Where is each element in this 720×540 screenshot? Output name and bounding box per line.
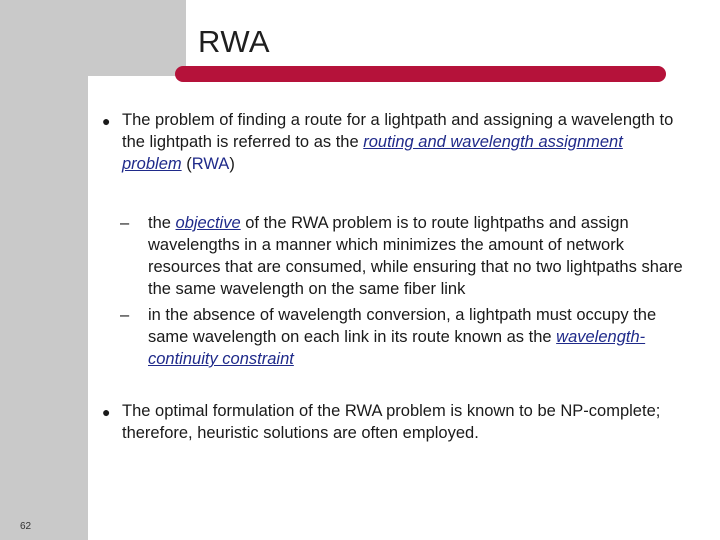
bullet-1-dot-icon: ● [102,113,111,129]
bullet-2 [102,400,682,444]
bullet-2-dot-icon: ● [102,404,111,420]
top-decor-band [88,0,186,76]
title-accent-bar [175,66,666,82]
subbullet-2 [120,304,700,370]
bullet-1-term-link[interactable]: routing and wavelength assignment problem [122,133,623,173]
subbullet-1-text-post: of the RWA problem is to route lightpaths and assign wavelengths in a manner which minimizes the amount of network resources that are consumed, while ensuring that no two lightpaths share the same wavelength on the same fiber link [148,214,683,298]
bullet-1 [102,109,682,175]
left-decor-band [0,0,88,540]
subbullet-2-term-link[interactable]: wavelength-continuity constraint [148,328,646,368]
slide-title: RWA [198,24,271,59]
subbullet-1-dash: – [120,214,130,232]
subbullet-1-term-link[interactable]: objective [175,214,241,232]
subbullet-2-dash: – [120,306,130,324]
subbullet-1 [120,212,700,300]
bullet-1-text-post: ) [229,155,235,173]
bullet-1-abbr: RWA [191,155,230,173]
subbullet-1-text-pre: the [148,214,176,232]
slide-number: 62 [20,521,32,532]
bullet-1-text-mid: ( [181,155,192,173]
bullet-1-text-pre: The problem of finding a route for a lightpath and assigning a wavelength to the lightpath is referred to as the [122,111,674,151]
bullet-2-text: The optimal formulation of the RWA problem is known to be NP-complete; therefore, heuristic solutions are often employed. [122,402,661,442]
subbullet-2-text-pre: in the absence of wavelength conversion, a lightpath must occupy the same wavelength on each link in its route known as the [148,306,657,346]
